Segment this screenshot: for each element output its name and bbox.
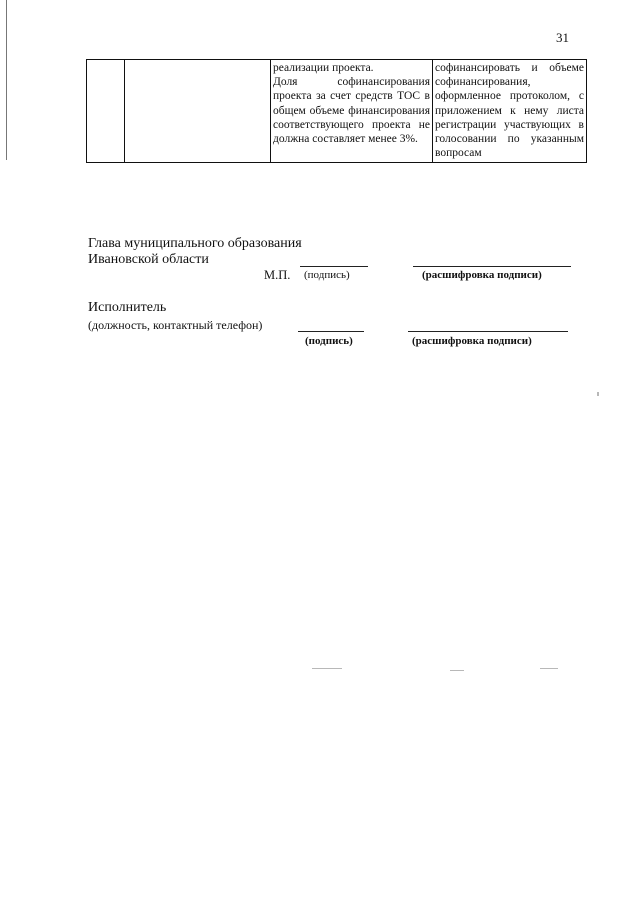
table-cell-requirements — [271, 60, 433, 163]
executor-decoding-caption: (расшифровка подписи) — [412, 335, 532, 347]
table-row — [87, 60, 587, 163]
scan-artifact — [312, 668, 342, 669]
page-number: 31 — [556, 30, 569, 45]
head-signature-caption: (подпись) — [304, 269, 350, 281]
executor-signature-line — [298, 331, 364, 332]
scan-artifact — [450, 670, 464, 671]
head-signature-line — [300, 266, 368, 267]
table-cell-documents — [433, 60, 587, 163]
head-title-line1: Глава муниципального образования — [88, 236, 302, 251]
executor-decoding-line — [408, 331, 568, 332]
stamp-label: М.П. — [264, 268, 291, 282]
executor-subtitle: (должность, контактный телефон) — [88, 318, 263, 332]
table-cell-empty-2 — [125, 60, 271, 163]
project-table — [86, 59, 587, 163]
table-cell-empty-1 — [87, 60, 125, 163]
cell-requirements-text: реализации проекта. Доля софинансирования проекта за счет средств ТОС в общем объеме финансирования соответствующего проекта не должна составляет менее 3%. — [273, 62, 430, 146]
head-title-line2: Ивановской области — [88, 252, 209, 267]
head-decoding-line — [413, 266, 571, 267]
head-decoding-caption: (расшифровка подписи) — [422, 269, 542, 281]
executor-title: Исполнитель — [88, 300, 167, 315]
scan-artifact — [597, 392, 599, 396]
scan-margin-line — [6, 0, 7, 160]
scan-artifact — [540, 668, 558, 669]
cell-documents-text: софинансировать и объеме софинансирования, оформленное протоколом, с приложением к нему листа регистрации участвующих в голосовании по указанным вопросам — [435, 62, 584, 160]
executor-signature-caption: (подпись) — [305, 335, 353, 347]
